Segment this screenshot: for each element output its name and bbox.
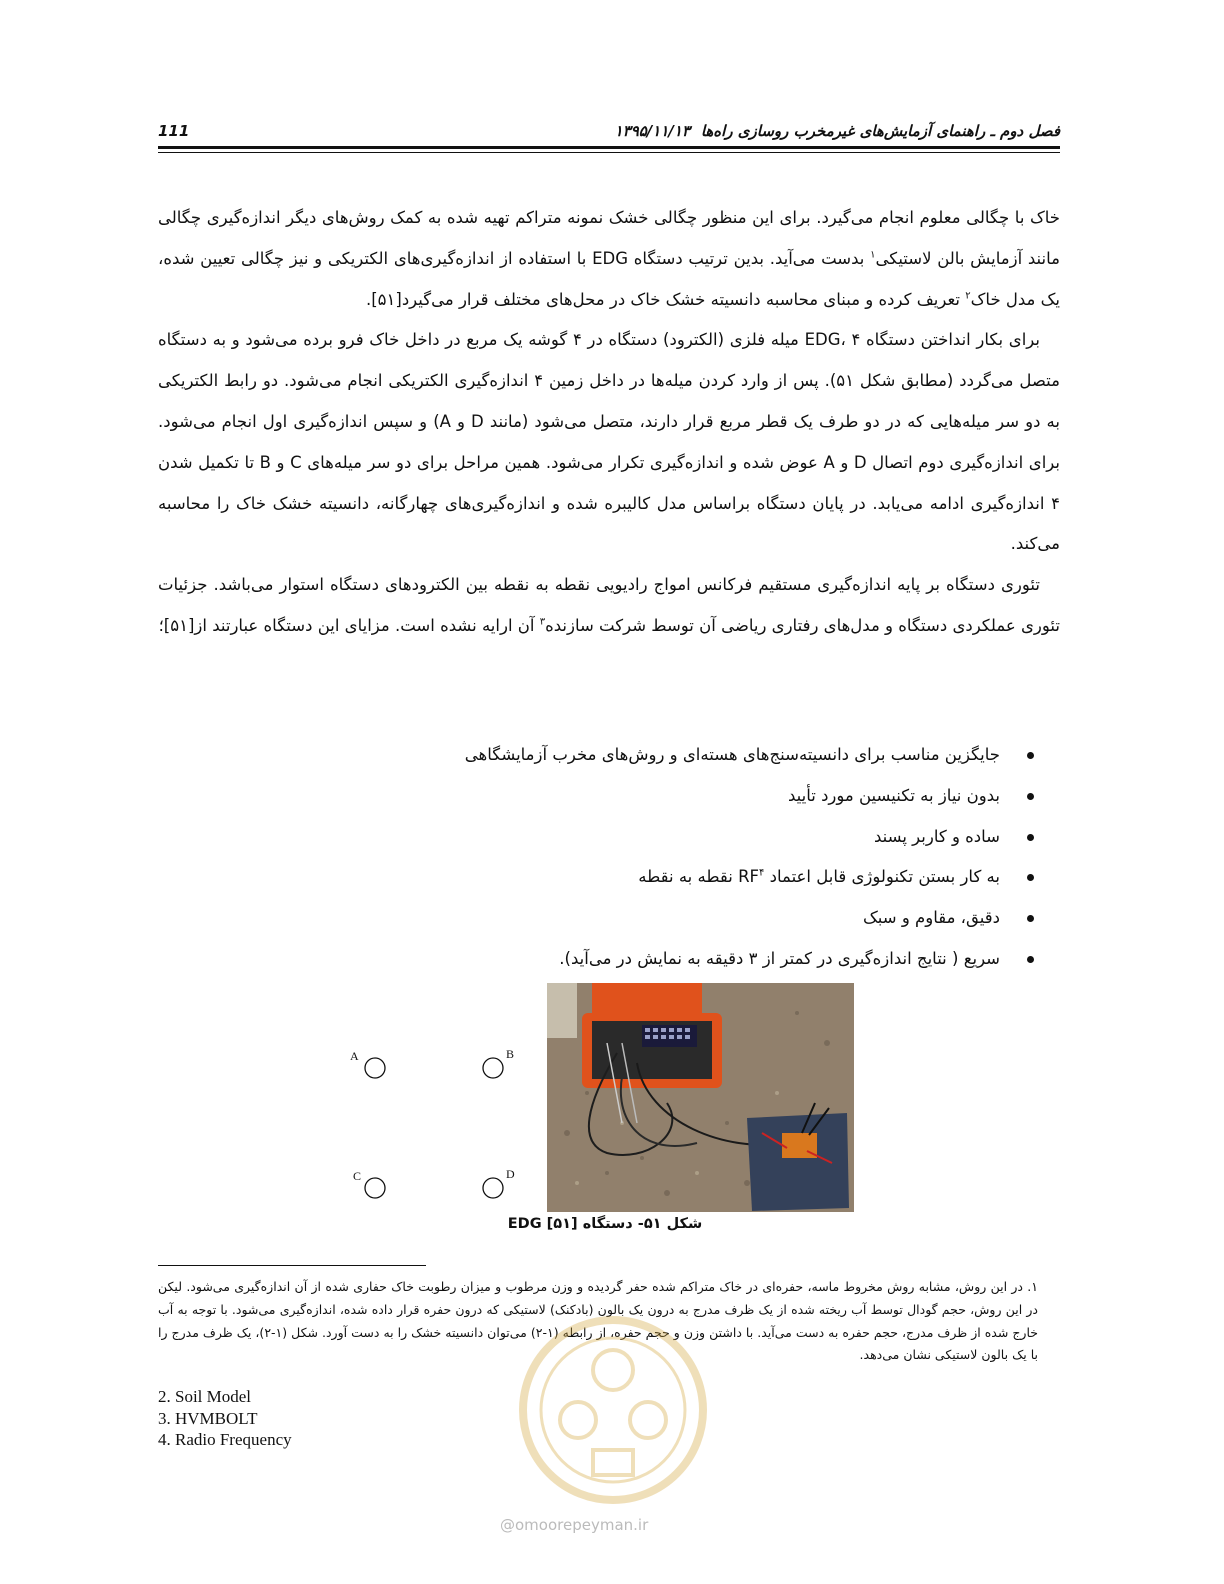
- footnote-ref-1[interactable]: ۱: [870, 249, 876, 261]
- footnote-3: 3. HVMBOLT: [158, 1408, 258, 1428]
- footnote-ref-2[interactable]: ۲: [965, 290, 971, 302]
- list-item: سریع ( نتایج اندازه‌گیری در کمتر از ۳ دقیقه به نمایش در می‌آید).: [158, 939, 1038, 980]
- bullet-dot-icon: [1027, 874, 1034, 881]
- watermark-logo-icon: [488, 1310, 738, 1510]
- paragraph-1: [158, 198, 1060, 320]
- electrode-d-icon: [483, 1178, 503, 1198]
- electrode-label-b: B: [506, 1047, 515, 1061]
- footnote-rule: [158, 1265, 426, 1266]
- footnote-2: 2. Soil Model: [158, 1387, 252, 1406]
- sensor-mat: [747, 1113, 849, 1211]
- footnote-1: ۱. در این روش، مشابه روش مخروط ماسه، حفره‌ای در خاک متراکم شده حفر گردیده و وزن مرطوب و میزان رطوبت خاک حفاری شده از آن اندازه‌گیری می‌شود. لیکن در این روش، حجم گودال توسط آب ریخته شده از یک ظرف مدرج به درون یک بالون (بادکنک) لاستیکی که درون حفره قرار داده شده، اندازه‌گیری می‌شود. با توجه به آب خارج شده از ظرف مدرج، حجم حفره به دست می‌آید. با داشتن وزن و حجم حفره، از رابطه (۱-۲) می‌توان دانسیته خشک را به دست آورد. شکل (۱-۲)، یک ظرف مدرج را با یک بالون لاستیکی نشان می‌دهد.: [158, 1279, 1038, 1363]
- paragraph-1-part-b: بدست می‌آید. بدین ترتیب دستگاه EDG با استفاده از اندازه‌گیری‌های الکتریکی و نیز چگالی تعیین شده، یک مدل خاک: [158, 248, 1060, 309]
- body-text: [158, 198, 1060, 647]
- footnote-latin-list: [158, 1386, 292, 1451]
- bullet-dot-icon: [1027, 752, 1034, 759]
- electrode-a-icon: [365, 1058, 385, 1078]
- bullet-dot-icon: [1027, 956, 1034, 963]
- electrode-label-c: C: [353, 1169, 362, 1183]
- paragraph-3: [158, 565, 1060, 647]
- electrode-c-icon: [365, 1178, 385, 1198]
- footnote-ref-4[interactable]: ۴: [759, 867, 765, 879]
- header-date: ۱۳۹۵/۱۱/۱۳: [614, 122, 690, 140]
- paragraph-3-part-b: آن ارایه نشده است. مزایای این دستگاه عبارتند از[۵۱]؛: [158, 615, 540, 635]
- header-title: فصل دوم ـ راهنمای آزمایش‌های غیرمخرب روسازی راه‌ها: [700, 122, 1060, 140]
- electrode-schematic: [340, 1040, 530, 1210]
- header-rule-thin: [158, 152, 1060, 153]
- bullet-dot-icon: [1027, 793, 1034, 800]
- watermark-text: @omoorepeyman.ir: [500, 1516, 649, 1534]
- list-item: بدون نیاز به تکنیسین مورد تأیید: [158, 776, 1038, 817]
- bullet-dot-icon: [1027, 834, 1034, 841]
- figure-caption: شکل ۵۱- دستگاه EDG [۵۱]: [507, 1216, 703, 1232]
- paragraph-1-part-a: خاک با چگالی معلوم انجام می‌گیرد. برای این منظور چگالی خشک نمونه متراکم تهیه شده به کمک روش‌های دیگر اندازه‌گیری چگالی مانند آزمایش بالن لاستیکی: [158, 208, 1060, 268]
- electrode-label-d: D: [506, 1167, 515, 1181]
- footnote-4: 4. Radio Frequency: [158, 1430, 292, 1449]
- paragraph-2: برای بکار انداختن دستگاه EDG، ۴ میله فلزی (الکترود) دستگاه در ۴ گوشه یک مربع در داخل خاک فرو برده می‌شود و به دستگاه متصل می‌گردد (مطابق شکل ۵۱). پس از وارد کردن میله‌ها در داخل زمین ۴ اندازه‌گیری الکتریکی انجام می‌شود. دو رابط الکتریکی به دو سر میله‌هایی که در دو طرف یک قطر مربع قرار دارند، متصل می‌شود (مانند D و A) و سپس اندازه‌گیری اول انجام می‌شود. برای اندازه‌گیری دوم اتصال D و A عوض شده و اندازه‌گیری تکرار می‌شود. همین مراحل برای دو سر میله‌های C و B تا تکمیل شدن ۴ اندازه‌گیری ادامه می‌یابد. در پایان دستگاه براساس مدل کالیبره شده و اندازه‌گیری‌های چهارگانه، دانسیته خشک خاک را محاسبه می‌کند.: [158, 330, 1060, 554]
- advantages-list: [158, 735, 1038, 980]
- electrode-label-a: A: [350, 1049, 359, 1063]
- page-number: 111: [158, 122, 190, 140]
- electrode-b-icon: [483, 1058, 503, 1078]
- bullet-dot-icon: [1027, 915, 1034, 922]
- list-item: جایگزین مناسب برای دانسیته‌سنج‌های هسته‌ای و روش‌های مخرب آزمایشگاهی: [158, 735, 1038, 776]
- edg-device-photo: [547, 983, 854, 1212]
- header-rule-thick: [158, 146, 1060, 149]
- list-item: ساده و کاربر پسند: [158, 817, 1038, 858]
- page-header: [158, 118, 1060, 148]
- list-item: دقیق، مقاوم و سبک: [158, 898, 1038, 939]
- list-item: به کار بستن تکنولوژی قابل اعتماد $RF^۴$ نقطه به نقطه: [158, 857, 1038, 898]
- paragraph-3-part-a: تئوری دستگاه بر پایه اندازه‌گیری مستقیم فرکانس امواج رادیویی نقطه به نقطه بین الکترودهای دستگاه استوار می‌باشد. جزئیات تئوری عملکردی دستگاه و مدل‌های رفتاری ریاضی آن توسط شرکت سازنده: [158, 575, 1060, 635]
- paragraph-1-part-c: تعریف کرده و مبنای محاسبه دانسیته خشک خاک در محل‌های مختلف قرار می‌گیرد[۵۱].: [365, 289, 966, 309]
- footnote-ref-3[interactable]: ۳: [539, 616, 546, 628]
